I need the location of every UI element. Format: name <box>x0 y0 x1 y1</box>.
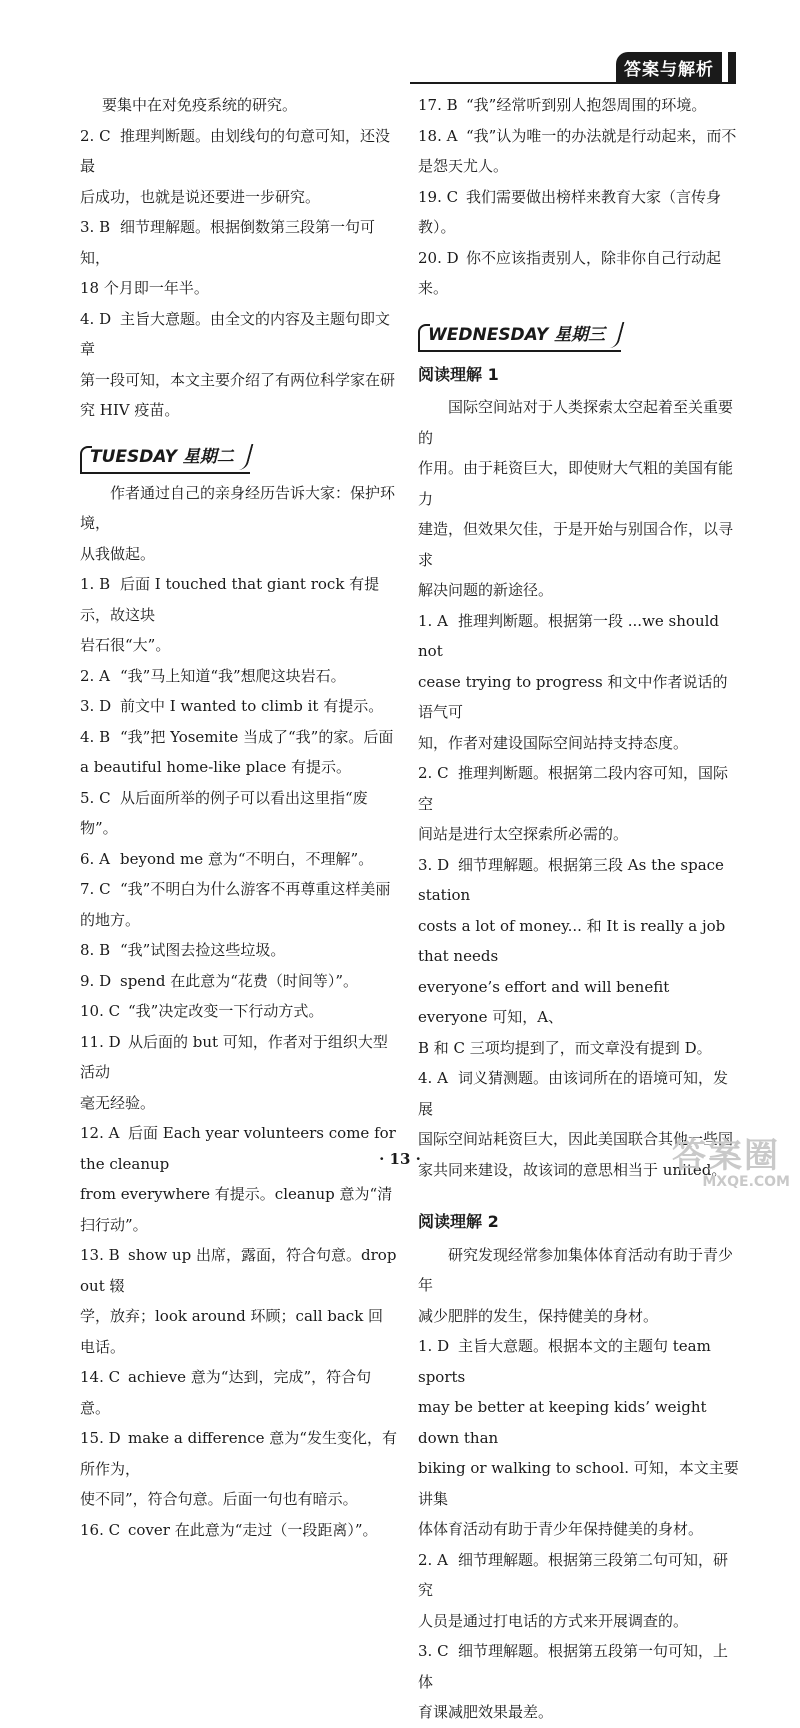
answer-item <box>80 1240 398 1362</box>
answer-item <box>418 1331 742 1545</box>
answer-text-line: spend 在此意为“花费（时间等）”。 <box>120 971 359 990</box>
answer-text-line: biking or walking to school. 可知，本文主要讲集 <box>418 1459 739 1508</box>
answer-item <box>80 1118 398 1240</box>
answer-text-line: 从后面所举的例子可以看出这里指“废物”。 <box>80 788 368 837</box>
answer-number: 11. D <box>80 1032 121 1051</box>
answer-number: 6. A <box>80 849 110 868</box>
answer-text-line: 学，放弃；look around 环顾；call back 回电话。 <box>80 1307 384 1356</box>
paragraph-line: 作者通过自己的亲身经历告诉大家：保护环境， <box>80 483 396 532</box>
answer-item <box>418 243 742 304</box>
answer-number: 2. C <box>80 126 111 145</box>
answer-text-line: 是怨天尤人。 <box>418 157 509 175</box>
answer-item <box>80 90 398 121</box>
reading2-answer-list <box>418 1331 742 1728</box>
answer-text-line: 知，作者对建设国际空间站持支持态度。 <box>418 733 689 752</box>
watermark-url: MXQE.COM <box>702 1174 790 1190</box>
right-pre-items <box>418 90 742 304</box>
answer-number: 10. C <box>80 1002 121 1020</box>
answer-number: 14. C <box>80 1368 121 1386</box>
answer-text-line: 育课减肥效果最差。 <box>418 1703 554 1721</box>
answer-number: 3. D <box>418 855 450 874</box>
answer-number: 3. C <box>418 1642 449 1660</box>
answer-text-line: cover 在此意为“走过（一段距离）”。 <box>128 1520 378 1539</box>
answer-item <box>80 1027 398 1119</box>
paragraph-line: 减少肥胖的发生，保持健美的身材。 <box>418 1306 659 1325</box>
answer-text-line: 推理判断题。根据第一段 ...we should not <box>418 611 720 660</box>
answer-text-line: “我”马上知道“我”想爬这块岩石。 <box>120 666 346 685</box>
answer-number: 3. B <box>80 218 111 236</box>
spacer <box>80 426 398 436</box>
wednesday-banner: WEDNESDAY 星期三 <box>418 320 621 352</box>
answer-text-line: 推理判断题。由划线句的句意可知，还没最 <box>80 126 391 175</box>
right-column <box>418 90 742 1728</box>
answer-item <box>418 90 742 121</box>
answer-text-line: “我”把 Yosemite 当成了“我”的家。后面 <box>120 727 394 746</box>
answer-text-line: show up 出席，露面，符合句意。drop out 辍 <box>80 1246 397 1295</box>
answer-text-line: 后面 Each year volunteers come for the cleanup <box>80 1124 396 1173</box>
answer-text-line: 后面 I touched that giant rock 有提示，故这块 <box>80 575 380 624</box>
answer-number: 4. B <box>80 727 111 746</box>
answer-item <box>80 304 398 426</box>
answer-text-line: from everywhere 有提示。cleanup 意为“清扫行动”。 <box>80 1185 393 1234</box>
paragraph-line: 解决问题的新途径。 <box>418 581 554 599</box>
answer-text-line: “我”决定改变一下行动方式。 <box>128 1002 324 1020</box>
answer-item <box>418 182 742 243</box>
answer-item <box>80 569 398 661</box>
answer-text-line: achieve 意为“达到，完成”，符合句意。 <box>80 1368 372 1417</box>
answer-text-line: 前文中 I wanted to climb it 有提示。 <box>120 697 384 715</box>
answer-text-line: “我”试图去捡这些垃圾。 <box>120 941 286 959</box>
tuesday-answer-list <box>80 569 398 1545</box>
answer-text-line: 的地方。 <box>80 910 141 929</box>
answer-number: 1. B <box>80 575 111 593</box>
answer-text-line: a beautiful home-like place 有提示。 <box>80 758 351 776</box>
tuesday-intro <box>80 478 398 570</box>
answer-item <box>418 758 742 850</box>
answer-number: 7. C <box>80 880 111 898</box>
answer-text-line: costs a lot of money... 和 It is really a job that needs <box>418 916 726 965</box>
answer-number: 2. C <box>418 764 449 782</box>
spacer <box>418 304 742 314</box>
paragraph-line: 建造，但效果欠佳，于是开始与别国合作，以寻求 <box>418 520 734 569</box>
answer-text-line: “我”不明白为什么游客不再尊重这样美丽 <box>120 880 391 898</box>
answer-text-line: 要集中在对免疫系统的研究。 <box>102 96 298 114</box>
answer-number: 9. D <box>80 971 112 990</box>
answer-item <box>80 844 398 875</box>
answer-text-line: 体体育活动有助于青少年保持健美的身材。 <box>418 1520 704 1538</box>
answer-item <box>80 1423 398 1515</box>
answer-text-line: 毫无经验。 <box>80 1093 156 1112</box>
section-header-label: 答案与解析 <box>616 52 722 82</box>
answer-item <box>80 661 398 692</box>
answer-text-line: beyond me 意为“不明白，不理解”。 <box>120 849 374 868</box>
answer-number: 4. A <box>418 1069 448 1087</box>
answer-item <box>80 121 398 213</box>
answer-number: 17. B <box>418 96 458 114</box>
answer-number: 20. D <box>418 248 459 267</box>
answer-text-line: B 和 C 三项均提到了，而文章没有提到 D。 <box>418 1038 712 1057</box>
answer-item <box>80 212 398 304</box>
answer-item <box>80 783 398 844</box>
answer-text-line: 词义猜测题。由该词所在的语境可知，发展 <box>418 1069 729 1118</box>
answer-number: 3. D <box>80 697 112 715</box>
answer-number: 13. B <box>80 1246 120 1264</box>
answer-text-line: 18 个月即一年半。 <box>80 279 209 297</box>
reading2-title: 阅读理解 2 <box>418 1212 499 1231</box>
answer-text-line: 推理判断题。根据第二段内容可知，国际空 <box>418 764 729 813</box>
reading2-intro <box>418 1240 742 1332</box>
answer-text-line: “我”经常听到别人抱怨周围的环境。 <box>466 96 707 114</box>
answer-item <box>80 691 398 722</box>
answer-item <box>80 935 398 966</box>
answer-text-line: 细节理解题。根据第三段第二句可知，研究 <box>418 1550 729 1599</box>
paragraph-line: 从我做起。 <box>80 544 156 563</box>
answer-item <box>80 722 398 783</box>
answer-text-line: 人员是通过打电话的方式来开展调查的。 <box>418 1611 689 1630</box>
answer-item <box>418 850 742 1064</box>
reading1-title: 阅读理解 1 <box>418 364 499 384</box>
answer-text-line: 岩石很“大”。 <box>80 636 171 654</box>
answer-item <box>418 1636 742 1728</box>
answer-number: 1. A <box>418 611 448 630</box>
answer-text-line: 第一段可知，本文主要介绍了有两位科学家在研 <box>80 370 396 389</box>
answer-item <box>80 966 398 997</box>
answer-text-line: 细节理解题。根据第三段 As the space station <box>418 855 724 904</box>
watermark-text: 答案圈 <box>672 1136 780 1176</box>
answer-text-line: 国际空间站耗资巨大，因此美国联合其他一些国 <box>418 1130 734 1148</box>
answer-text-line: 家共同来建设，故该词的意思相当于 united。 <box>418 1160 727 1179</box>
answer-item <box>80 874 398 935</box>
answer-text-line: 后成功，也就是说还要进一步研究。 <box>80 187 321 206</box>
answer-number: 19. C <box>418 187 459 206</box>
answer-number: 5. C <box>80 788 111 807</box>
tuesday-banner: TUESDAY 星期二 <box>80 442 250 474</box>
answer-text-line: 从后面的 but 可知，作者对于组织大型活动 <box>80 1032 388 1081</box>
answer-text-line: 你不应该指责别人，除非你自己行动起来。 <box>418 248 722 297</box>
answer-item <box>80 1515 398 1546</box>
answer-item <box>418 1545 742 1637</box>
answer-text-line: everyone’s effort and will benefit everyone 可知，A、 <box>418 977 670 1026</box>
answer-number: 8. B <box>80 941 111 959</box>
answer-text-line: 究 HIV 疫苗。 <box>80 401 180 419</box>
answer-text-line: “我”认为唯一的办法就是行动起来，而不 <box>466 126 737 145</box>
answer-number: 1. D <box>418 1337 450 1355</box>
answer-number: 18. A <box>418 126 458 145</box>
answer-text-line: make a difference 意为“发生变化，有所作为， <box>80 1429 397 1478</box>
answer-text-line: may be better at keeping kids’ weight down than <box>418 1398 707 1447</box>
answer-number: 2. A <box>80 666 110 685</box>
answer-number: 4. D <box>80 309 112 328</box>
answer-number: 2. A <box>418 1550 448 1569</box>
reading1-intro <box>418 392 742 606</box>
answer-number: 15. D <box>80 1429 121 1447</box>
paragraph-line: 研究发现经常参加集体体育活动有助于青少年 <box>418 1245 734 1294</box>
reading1-answer-list <box>418 606 742 1186</box>
answer-item <box>418 121 742 182</box>
answer-item <box>80 1362 398 1423</box>
answer-item <box>418 606 742 759</box>
paragraph-line: 作用。由于耗资巨大，即使财大气粗的美国有能力 <box>418 459 734 508</box>
answer-text-line: 使不同”，符合句意。后面一句也有暗示。 <box>80 1490 358 1508</box>
answer-item <box>80 996 398 1027</box>
answer-text-line: 间站是进行太空探索所必需的。 <box>418 825 629 843</box>
watermark-logo <box>672 1138 790 1194</box>
answer-text-line: 主旨大意题。由全文的内容及主题句即文章 <box>80 309 391 358</box>
header-rule <box>410 82 736 84</box>
header-bar-decoration <box>728 52 736 82</box>
answer-number: 16. C <box>80 1520 121 1539</box>
paragraph-line: 国际空间站对于人类探索太空起着至关重要的 <box>418 398 734 447</box>
answer-text-line: cease trying to progress 和文中作者说话的语气可 <box>418 672 728 721</box>
answer-number: 12. A <box>80 1124 120 1142</box>
answer-text-line: 主旨大意题。根据本文的主题句 team sports <box>418 1337 711 1386</box>
left-column <box>80 90 398 1545</box>
answer-text-line: 我们需要做出榜样来教育大家（言传身教）。 <box>418 187 722 236</box>
answer-text-line: 细节理解题。根据第五段第一句可知，上体 <box>418 1642 729 1691</box>
left-pre-items <box>80 90 398 426</box>
page-number: · 13 · <box>379 1150 421 1168</box>
answer-text-line: 细节理解题。根据倒数第三段第一句可知， <box>80 218 376 267</box>
